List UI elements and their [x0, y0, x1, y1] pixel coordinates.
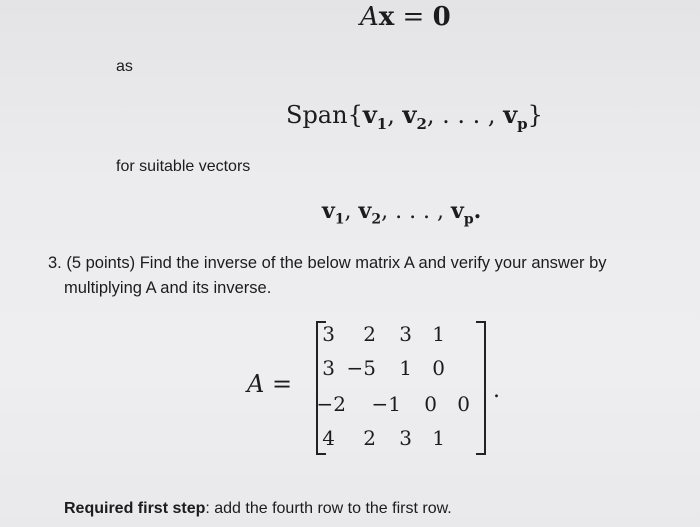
matrix-label: A =	[247, 370, 293, 398]
vector-symbol: x	[378, 2, 395, 32]
vec-v2: v	[358, 198, 372, 224]
matrix-cell-r4c3: 3	[399, 426, 412, 450]
required-label: Required first step	[64, 500, 206, 517]
required-text: : add the fourth row to the first row.	[205, 500, 452, 517]
matrix-right-bracket	[476, 321, 486, 455]
vectors-expression	[322, 198, 481, 227]
span-sub2: 2	[416, 114, 427, 133]
matrix-cell-r4c2: 2	[363, 426, 376, 450]
matrix-cell-r4c4: 1	[432, 426, 445, 450]
vec-v1: v	[322, 198, 335, 224]
span-sub1: 1	[376, 114, 388, 133]
span-v1: v	[362, 100, 377, 129]
vec-sub2: 2	[371, 211, 382, 228]
matrix-cell-r4c1: 4	[322, 426, 335, 450]
matrix-cell-r1c1: 3	[322, 322, 335, 346]
vec-sep1: ,	[344, 199, 359, 224]
text-suitable-vectors: for suitable vectors	[116, 158, 251, 175]
matrix-cell-r3c4: 0	[457, 392, 470, 416]
problem-line-2: multiplying A and its inverse.	[64, 279, 272, 297]
matrix-cell-r3c1: −2	[316, 392, 346, 416]
matrix-cell-r1c3: 3	[399, 322, 412, 346]
matrix-cell-r1c4: 1	[432, 322, 445, 346]
span-suffix: }	[527, 101, 543, 129]
matrix-symbol: A	[360, 2, 379, 32]
vec-subp: p	[463, 211, 474, 228]
span-v2: v	[402, 100, 417, 129]
span-prefix: Span{	[286, 101, 363, 129]
matrix-cell-r2c2: −5	[346, 356, 376, 380]
matrix-cell-r1c2: 2	[363, 322, 376, 346]
span-sep1: ,	[387, 101, 403, 129]
text-as: as	[116, 58, 133, 75]
matrix-period: .	[493, 378, 500, 403]
vec-sep2: , . . . ,	[381, 199, 452, 224]
vec-end: .	[473, 198, 482, 224]
span-subp: p	[517, 114, 528, 133]
span-vp: v	[503, 100, 518, 129]
matrix-cell-r2c1: 3	[322, 356, 335, 380]
problem-line-1: 3. (5 points) Find the inverse of the below matrix A and verify your answer by	[48, 254, 607, 272]
span-expression	[286, 100, 543, 133]
equation-ax-equals-zero	[360, 2, 451, 32]
vec-vp: v	[451, 198, 464, 224]
matrix-cell-r2c3: 1	[399, 356, 412, 380]
vec-sub1: 1	[334, 211, 345, 228]
problem-statement	[48, 251, 648, 301]
zero-vector: 0	[432, 2, 451, 32]
span-sep2: , . . . ,	[426, 101, 504, 129]
required-first-step	[64, 500, 452, 518]
matrix-cell-r2c4: 0	[432, 356, 445, 380]
matrix-cell-r3c3: 0	[424, 392, 437, 416]
equals-sign: =	[394, 2, 433, 32]
matrix-cell-r3c2: −1	[371, 392, 401, 416]
